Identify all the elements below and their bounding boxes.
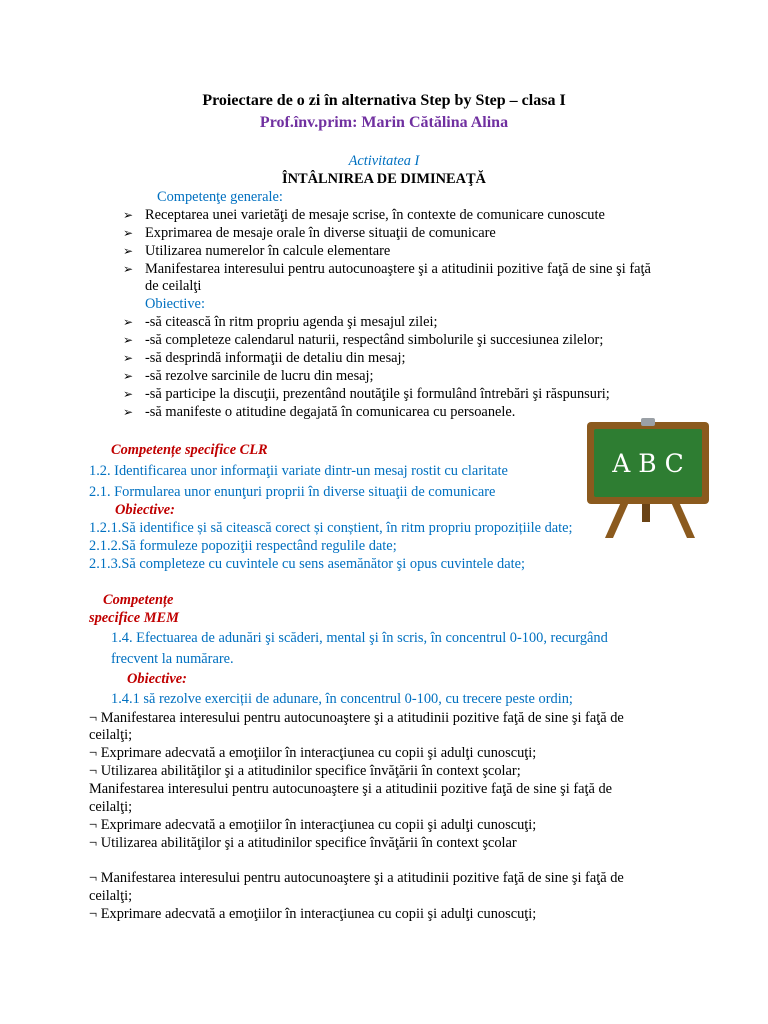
arrow-bullet-icon: ➢ bbox=[123, 226, 134, 240]
mem-objectives-heading: Obiective: bbox=[127, 671, 187, 687]
arrow-bullet-icon: ➢ bbox=[123, 262, 134, 276]
transversal-line: ¬ Exprimare adecvată a emoţiilor în interacţiunea cu copii şi adulţi cunoscuţi; bbox=[89, 906, 537, 922]
arrow-bullet-icon: ➢ bbox=[123, 351, 134, 365]
clr-heading: Competențe specifice CLR bbox=[111, 442, 268, 458]
mem-heading: Competențe bbox=[103, 592, 174, 608]
author-line: Prof.înv.prim: Marin Cătălina Alina bbox=[259, 114, 509, 131]
clr-competence: 2.1. Formularea unor enunţuri proprii în diverse situaţii de comunicare bbox=[89, 484, 496, 500]
arrow-bullet-icon: ➢ bbox=[123, 315, 134, 329]
objective-item: -să rezolve sarcinile de lucru din mesaj; bbox=[145, 368, 374, 384]
objective-item: -să participe la discuţii, prezentând noutăţile şi formulând întrebări şi răspunsuri; bbox=[145, 386, 610, 402]
board-clip bbox=[641, 418, 655, 426]
objective-item: -să manifeste o atitudine degajată în comunicarea cu persoanele. bbox=[145, 404, 516, 420]
transversal-line: ceilalţi; bbox=[89, 888, 133, 904]
list-item: Manifestarea interesului pentru autocunoaştere şi a atitudinii pozitive faţă de sine şi faţă bbox=[145, 261, 651, 277]
clr-objective: 1.2.1.Să identifice și să citească corect și conștient, în ritm propriu propozițiile date; bbox=[89, 520, 573, 536]
transversal-line: ceilalţi; bbox=[89, 799, 133, 815]
transversal-line: Manifestarea interesului pentru autocunoaştere şi a atitudinii pozitive faţă de sine şi faţă de bbox=[89, 781, 613, 797]
objective-item: -să citească în ritm propriu agenda şi mesajul zilei; bbox=[145, 314, 438, 330]
general-competences-heading: Competenţe generale: bbox=[157, 189, 283, 205]
clr-objective: 2.1.3.Să completeze cu cuvintele cu sens asemănător şi opus cuvintele date; bbox=[89, 556, 525, 572]
transversal-line: ¬ Utilizarea abilităţilor şi a atitudinilor specifice învăţării în context şcolar; bbox=[89, 763, 521, 779]
board-letters: A B C bbox=[612, 449, 684, 478]
mem-objective: 1.4.1 să rezolve exerciții de adunare, în concentrul 0-100, cu trecere peste ordin; bbox=[111, 691, 573, 707]
arrow-bullet-icon: ➢ bbox=[123, 244, 134, 258]
easel-legs bbox=[605, 502, 695, 538]
chalkboard-illustration bbox=[583, 418, 713, 540]
activity-name: ÎNTÂLNIREA DE DIMINEAŢĂ bbox=[282, 171, 486, 187]
transversal-line: ¬ Exprimare adecvată a emoţiilor în interacţiunea cu copii şi adulţi cunoscuţi; bbox=[89, 817, 537, 833]
document-title: Proiectare de o zi în alternativa Step by Step – clasa I bbox=[202, 92, 566, 109]
list-item-continuation: de ceilalţi bbox=[145, 278, 202, 294]
arrow-bullet-icon: ➢ bbox=[123, 333, 134, 347]
objective-item: -să completeze calendarul naturii, respectând simbolurile şi succesiunea zilelor; bbox=[145, 332, 604, 348]
transversal-line: ¬ Manifestarea interesului pentru autocunoaştere şi a atitudinii pozitive faţă de sine şi faţă de bbox=[89, 710, 624, 726]
list-item: Receptarea unei varietăţi de mesaje scrise, în contexte de comunicare cunoscute bbox=[145, 207, 605, 223]
transversal-line: ceilalţi; bbox=[89, 727, 133, 743]
activity-label: Activitatea I bbox=[348, 153, 420, 169]
mem-competence-continuation: frecvent la numărare. bbox=[111, 651, 234, 667]
list-item: Utilizarea numerelor în calcule elementare bbox=[145, 243, 391, 259]
general-objectives-heading: Obiective: bbox=[145, 296, 205, 312]
arrow-bullet-icon: ➢ bbox=[123, 405, 134, 419]
clr-competence: 1.2. Identificarea unor informaţii variate dintr-un mesaj rostit cu claritate bbox=[89, 463, 508, 479]
arrow-bullet-icon: ➢ bbox=[123, 208, 134, 222]
objective-item: -să desprindă informaţii de detaliu din mesaj; bbox=[145, 350, 406, 366]
arrow-bullet-icon: ➢ bbox=[123, 387, 134, 401]
arrow-bullet-icon: ➢ bbox=[123, 369, 134, 383]
mem-heading-continuation: specifice MEM bbox=[89, 610, 179, 626]
transversal-line: ¬ Manifestarea interesului pentru autocunoaştere şi a atitudinii pozitive faţă de sine şi faţă de bbox=[89, 870, 624, 886]
clr-objective: 2.1.2.Să formuleze popoziţii respectând regulile date; bbox=[89, 538, 397, 554]
list-item: Exprimarea de mesaje orale în diverse situaţii de comunicare bbox=[145, 225, 496, 241]
mem-competence: 1.4. Efectuarea de adunări şi scăderi, mental şi în scris, în concentrul 0-100, recurgând bbox=[111, 630, 608, 646]
transversal-line: ¬ Utilizarea abilităţilor şi a atitudinilor specifice învăţării în context şcolar bbox=[89, 835, 517, 851]
transversal-line: ¬ Exprimare adecvată a emoţiilor în interacţiunea cu copii şi adulţi cunoscuţi; bbox=[89, 745, 537, 761]
clr-objectives-heading: Obiective: bbox=[115, 502, 175, 518]
